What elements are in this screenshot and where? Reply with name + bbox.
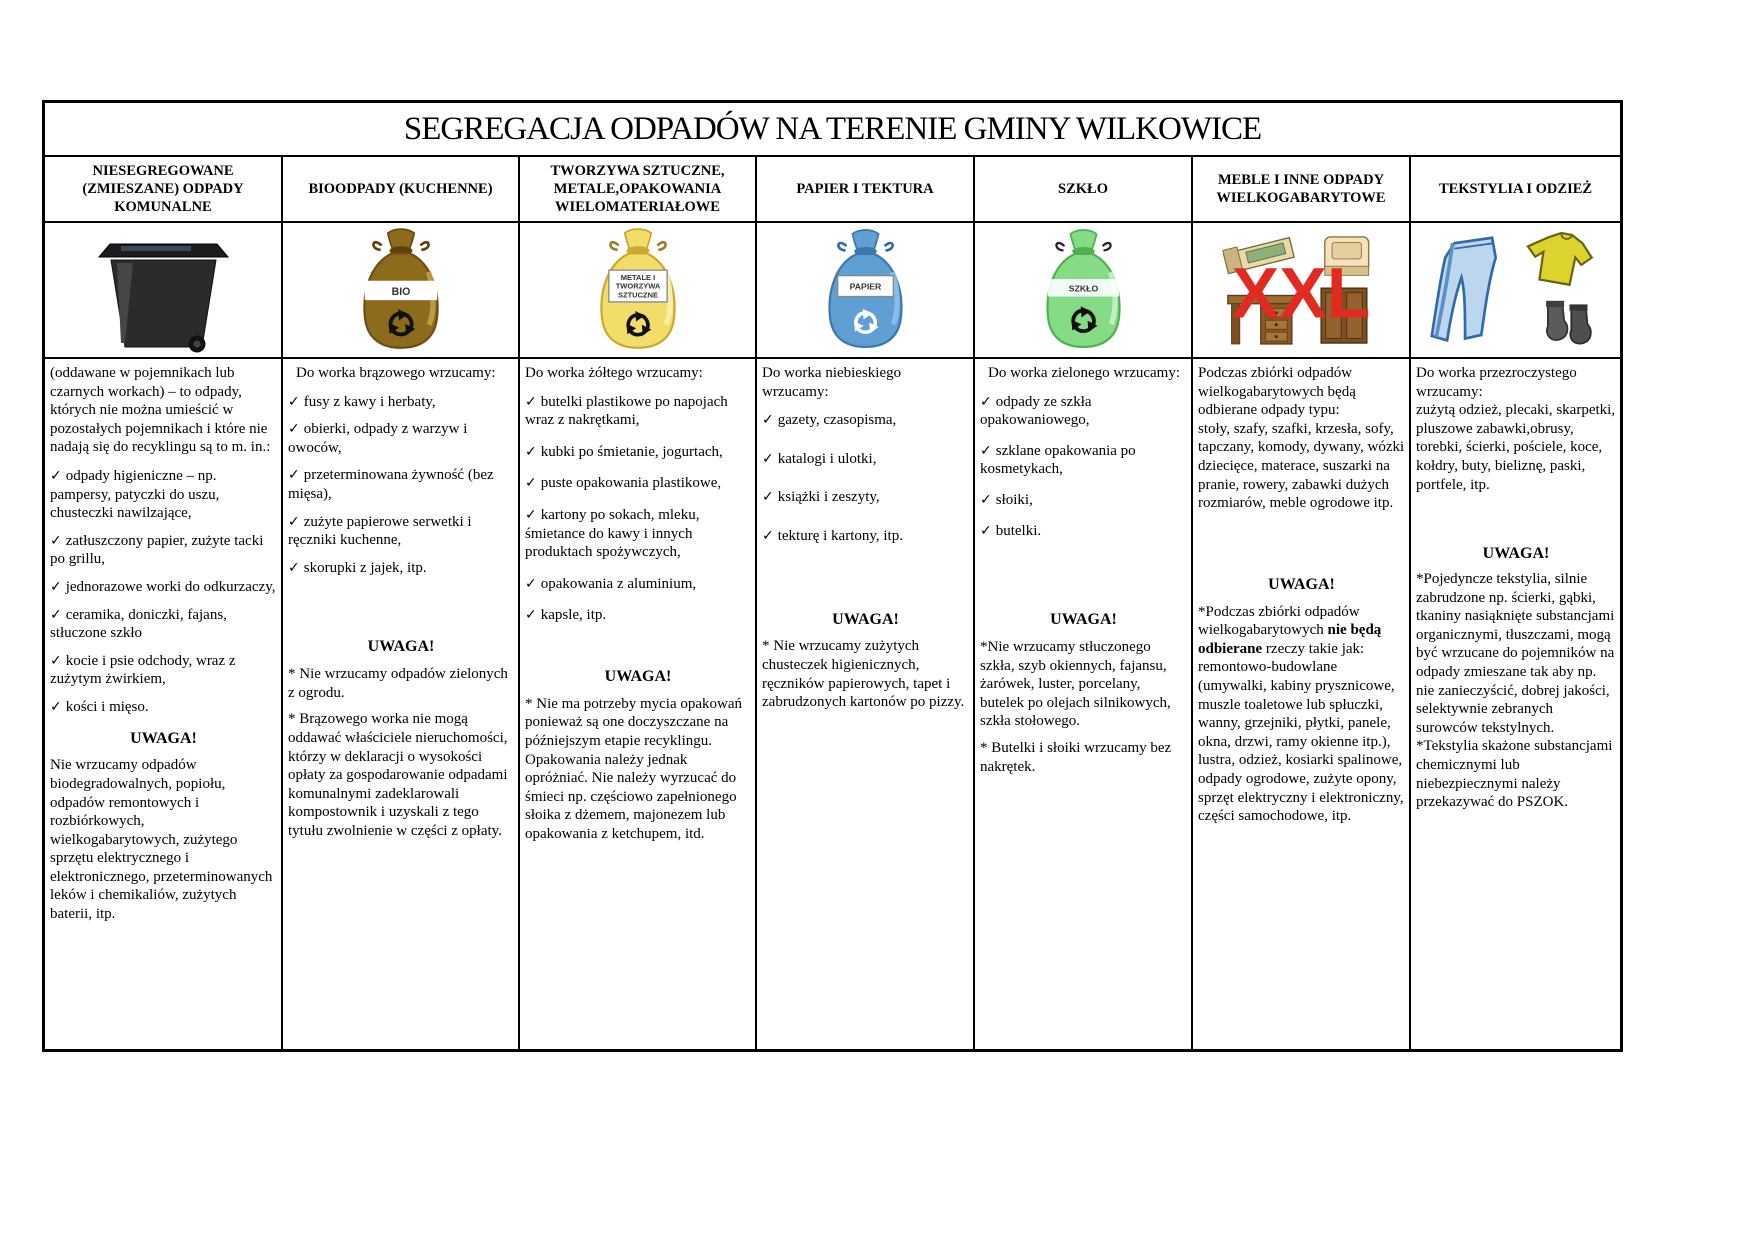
plastics-bag-label-line1: METALE I [620,272,655,282]
warning-note: Nie wrzucamy odpadów biodegradowalnych, popiołu, odpadów remontowych i rozbiórkowych, wielkogabarytowych, zużytego sprzętu elektrycznego i elektronicznego, przeterminowanych leków i chemikaliów, zużytych baterii, itp. [50,757,273,923]
header-textiles: TEKSTYLIA I ODZIEŻ [1411,157,1620,223]
list-item-text: opakowania z aluminium, [540,575,697,592]
list-item [50,467,277,523]
furniture-xxl-icon [1201,226,1401,354]
header-bulky-waste: MEBLE I INNE ODPADY WIELKOGABARYTOWE [1193,157,1411,223]
header-mixed-waste: NIESEGREGOWANE (ZMIESZANE) ODPADY KOMUNALNE [45,157,283,223]
list-item-text: słoiki, [995,491,1033,508]
list-item [762,488,969,507]
warning-heading: UWAGA! [1050,611,1117,629]
intro-text: Do worka żółtego wrzucamy: [525,365,703,381]
glass-bag-image-cell [975,223,1193,359]
list-item [50,532,277,569]
warning-note: * Nie ma potrzeby mycia opakowań ponieważ są one doczyszczane na późniejszym etapie recyklingu. Opakowania należy jednak opróżniać. Nie należy wyrzucać do śmieci np. częściowo zapełnionego słoika z dżemem, majonezem lub opakowania z ketchupem, itd. [525,695,743,842]
check-icon: ✓ [980,393,992,410]
warning-note: *Nie wrzucamy stłuczonego szkła, szyb okiennych, fajansu, żarówek, luster, porcelany, butelek po olejach silnikowych, szkła stołowego. [980,638,1171,730]
list-item-text: książki i zeszyty, [777,489,880,506]
clothes-icon [1423,227,1608,353]
bio-bag-image-cell [283,223,520,359]
list-item-text: odpady ze szkła opakowaniowego, [980,393,1092,429]
list-item [525,506,751,562]
header-glass: SZKŁO [975,157,1193,223]
check-icon: ✓ [762,527,774,544]
warning-heading: UWAGA! [1482,545,1550,563]
list-item-text: katalogi i ulotki, [777,450,877,467]
header-paper: PAPIER I TEKTURA [757,157,975,223]
list-item-text: fusy z kawy i herbaty, [303,393,436,410]
bio-bag-icon [341,226,461,354]
list-item [288,466,514,503]
plastics-bag-label-line3: SZTUCZNE [617,290,658,300]
check-icon: ✓ [980,442,992,459]
plastics-bag-icon [578,226,698,354]
check-icon: ✓ [525,443,537,460]
bio-bag-label: BIO [391,285,410,298]
check-icon: ✓ [50,606,62,623]
check-icon: ✓ [980,522,992,539]
header-plastics-metals: TWORZYWA SZTUCZNE, METALE,OPAKOWANIA WIELOMATERIAŁOWE [520,157,757,223]
check-icon: ✓ [762,412,774,429]
column-body-paper [757,359,975,1049]
list-item [288,420,514,457]
check-icon: ✓ [288,393,300,410]
check-icon: ✓ [525,393,537,410]
note-pre: *Podczas zbiórki odpadów wielkogabarytowych [1198,603,1360,639]
table-title-cell [45,103,1620,157]
intro-text: (oddawane w pojemnikach lub czarnych workach) – to odpady, których nie można umieścić w pozostałych pojemnikach i które nie nadają się do recyklingu są to m. in.: [50,365,271,456]
list-item [762,450,969,469]
socks-icon [1546,301,1591,344]
list-item-text: zużyte papierowe serwetki i ręczniki kuchenne, [288,513,472,549]
warning-note: *Tekstylia skażone substancjami chemicznymi lub niebezpiecznymi należy przekazywać do PSZOK. [1416,738,1613,811]
list-item-text: kocie i psie odchody, wraz z zużytym żwirkiem, [50,652,236,688]
warning-note: * Butelki i słoiki wrzucamy bez nakrętek. [980,739,1172,775]
plastics-bag-image-cell [520,223,757,359]
waste-segregation-table [42,100,1623,1052]
check-icon: ✓ [980,491,992,508]
list-item-text: skorupki z jajek, itp. [303,559,427,576]
warning-heading: UWAGA! [367,638,435,656]
jeans-icon [1432,238,1496,341]
list-item-text: ceramika, doniczki, fajans, stłuczone szkło [50,606,227,642]
note-bold: nie będą odbierane [1198,622,1382,657]
plastics-bag-label-line2: TWORZYWA [615,281,660,291]
check-icon: ✓ [525,575,537,592]
check-icon: ✓ [762,450,774,467]
list-item-text: przeterminowana żywność (bez mięsa), [288,467,494,502]
warning-note: * Nie wrzucamy odpadów zielonych z ogrodu. [288,666,508,701]
check-icon: ✓ [50,532,62,549]
black-bin-icon [81,227,246,353]
check-icon: ✓ [288,513,300,530]
list-item-text: kości i mięso. [65,698,149,715]
list-item [980,393,1187,430]
paper-bag-icon [808,227,923,353]
check-icon: ✓ [288,467,300,484]
tshirt-icon [1523,228,1595,288]
warning-heading: UWAGA! [130,729,197,747]
check-icon: ✓ [50,467,62,484]
check-icon: ✓ [50,698,62,715]
list-item-text: kapsle, itp. [540,607,607,624]
column-body-bio-waste [283,359,520,1049]
column-body-plastics [520,359,757,1049]
list-item [288,513,514,550]
warning-note: * Brązowego worka nie mogą oddawać właściciele nieruchomości, którzy w deklaracji o wysokości opłaty za gospodarowanie odpadami komunalnymi zadeklarowali kompostownik i uzyskali z tego tytułu zwolnienie w części z opłaty. [288,711,508,839]
warning-note: *Pojedyncze tekstylia, silnie zabrudzone np. ścierki, gąbki, tkaniny nasiąknięte substancjami organicznymi, tłuszczami, mogą być wrzucane do pojemników na odpady zmieszane tak aby np. nie zanieczyścić, dobrej jakości, selektywnie zebranych surowców tekstylnych. [1416,570,1615,736]
list-item-text: obierki, odpady z warzyw i owoców, [288,421,468,456]
column-body-textiles [1411,359,1620,1049]
list-item-text: gazety, czasopisma, [777,412,897,429]
header-bio-waste: BIOODPADY (KUCHENNE) [283,157,520,223]
column-body-glass [975,359,1193,1049]
list-item-text: kartony po sokach, mleku, śmietance do kawy i innych produktach spożywczych, [525,506,700,561]
list-item [525,443,751,462]
warning-heading: UWAGA! [832,610,899,628]
intro-text: Do worka niebieskiego wrzucamy: [762,365,902,400]
list-item-text: zatłuszczony papier, zużyte tacki po grillu, [50,532,264,568]
list-item-text: butelki. [995,522,1042,539]
warning-note [1198,603,1405,826]
warning-heading: UWAGA! [1268,575,1335,593]
list-item-text: butelki plastikowe po napojach wraz z nakrętkami, [525,393,728,429]
list-item [980,491,1187,510]
list-item-text: puste opakowania plastikowe, [540,475,722,492]
intro-text-2: stoły, szafy, szafki, krzesła, sofy, tapczany, komody, dywany, wózki dziecięce, materace, suszarki na pranie, rowery, zabawki dużych rozmiarów, meble ogrodowe itp. [1198,420,1405,512]
mixed-waste-image-cell [45,223,283,359]
check-icon: ✓ [50,652,62,669]
list-item [50,578,277,597]
check-icon: ✓ [288,421,300,438]
list-item-text: szklane opakowania po kosmetykach, [980,442,1136,478]
column-body-bulky-waste [1193,359,1411,1049]
list-item [288,393,514,412]
textiles-image-cell [1411,223,1620,359]
bulky-waste-image-cell [1193,223,1411,359]
xxl-overlay-text: XXL [1231,253,1371,334]
list-item [525,393,751,430]
intro-text: Do worka przezroczystego wrzucamy: [1416,365,1577,400]
list-item [50,606,277,643]
list-item-text: kubki po śmietanie, jogurtach, [540,443,723,460]
page-title: SEGREGACJA ODPADÓW NA TERENIE GMINY WILKOWICE [403,110,1262,147]
intro-text: Do worka brązowego wrzucamy: [296,365,496,381]
list-item [288,559,514,578]
check-icon: ✓ [288,559,300,576]
glass-bag-label: SZKŁO [1068,283,1098,294]
warning-heading: UWAGA! [604,667,672,685]
intro-text: Podczas zbiórki odpadów wielkogabarytowych będą odbierane odpady typu: [1198,365,1356,419]
paper-bag-image-cell [757,223,975,359]
list-item-text: jednorazowe worki do odkurzaczy, [65,578,276,595]
list-item [525,474,751,493]
list-item [525,606,751,625]
list-item [50,698,277,717]
check-icon: ✓ [762,489,774,506]
paper-bag-label: PAPIER [849,281,881,292]
warning-note: * Nie wrzucamy zużytych chusteczek higienicznych, ręczników papierowych, tapet i zabrudzonych kartonów po pizzy. [762,638,965,711]
list-item [762,411,969,430]
list-item [50,652,277,689]
glass-bag-icon [1026,227,1141,353]
intro-text: Do worka zielonego wrzucamy: [988,365,1181,381]
check-icon: ✓ [525,506,537,523]
check-icon: ✓ [50,578,62,595]
check-icon: ✓ [525,475,537,492]
intro-text-2: zużytą odzież, plecaki, skarpetki, pluszowe zabawki,obrusy, torebki, ścierki, pościele, koce, kołdry, buty, bieliznę, paski, portfele, itp. [1416,402,1616,493]
list-item-text: odpady higieniczne – np. pampersy, patyczki do uszu, chusteczki nawilzające, [50,467,220,522]
note-post: rzeczy takie jak: remontowo-budowlane (umywalki, kabiny prysznicowe, muszle toaletowe lub spłuczki, wanny, grzejniki, płytki, panele, okna, drzwi, ramy okienne itp.), lustra, odzież, kosiarki spalinowe, odpady ogrodowe, zużyte opony, sprzęt elektryczny i elektroniczny, części samochodowe, itp. [1198,640,1404,825]
check-icon: ✓ [525,607,537,624]
list-item-text: tekturę i kartony, itp. [777,527,903,544]
list-item [980,442,1187,479]
column-body-mixed-waste [45,359,283,1049]
list-item [980,522,1187,541]
list-item [762,527,969,546]
list-item [525,575,751,594]
